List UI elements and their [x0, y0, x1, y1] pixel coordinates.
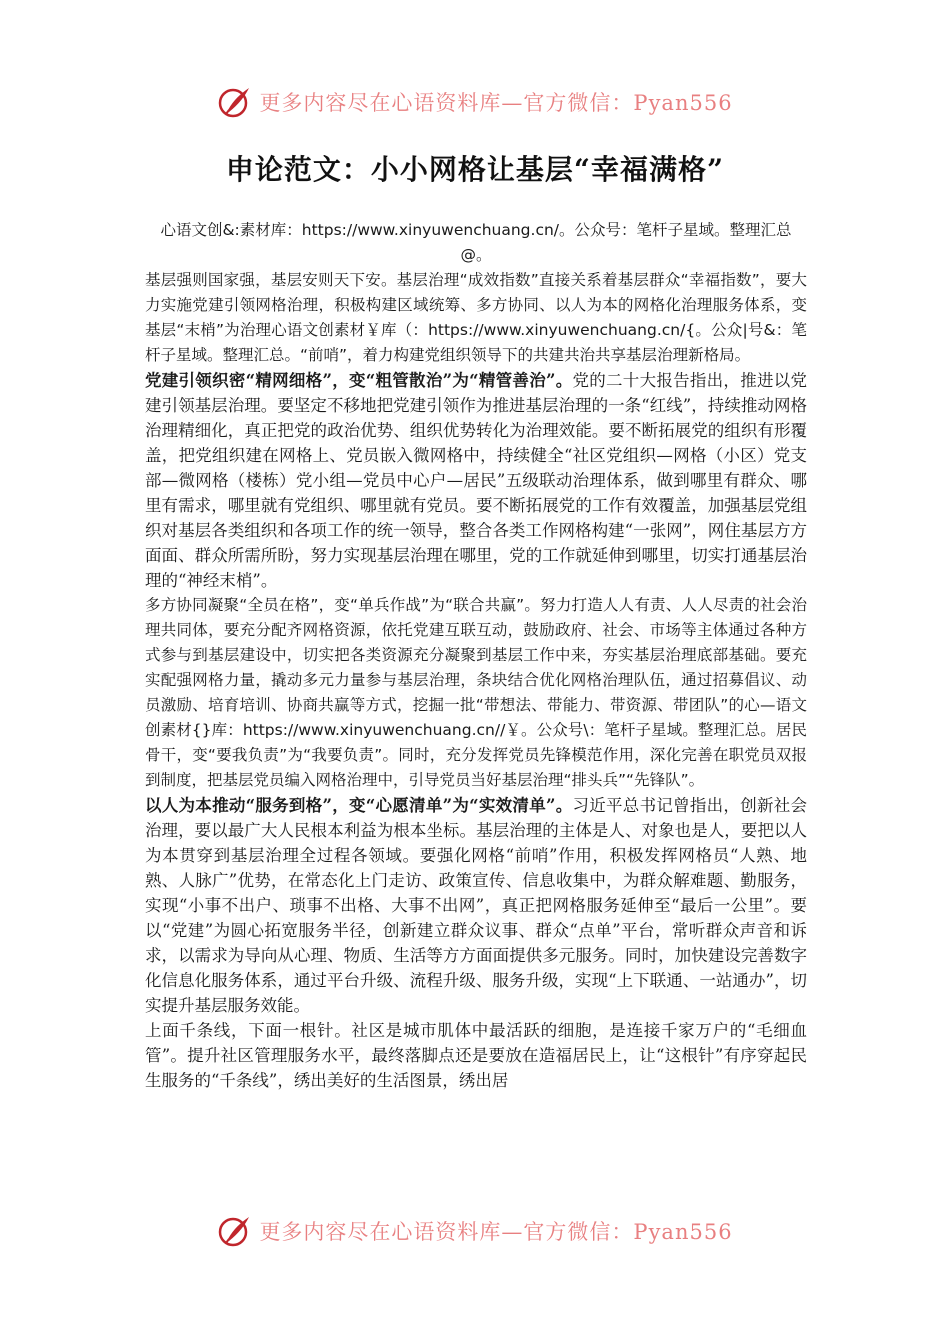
header-banner: [0, 77, 950, 127]
document-body: [145, 218, 807, 1093]
source-line: 心语文创&:素材库：https://www.xinyuwenchuang.cn/。公众号：笔杆子星域。整理汇总@。: [160, 221, 792, 264]
document-title: 申论范文：小小网格让基层“幸福满格”: [225, 153, 725, 186]
quill-pen-logo-icon: [217, 1213, 253, 1249]
footer-banner-text: 更多内容尽在心语资料库—官方微信：Pyan556: [259, 1220, 733, 1244]
paragraph-1: [145, 268, 807, 368]
paragraph-5-body: 上面千条线，下面一根针。社区是城市肌体中最活跃的细胞，是连接千家万户的“毛细血管”。提升社区管理服务水平，最终落脚点还是要放在造福居民上，让“这根针”有序穿起民生服务的“千条线”，绣出美好的生活图景，绣出居: [145, 1021, 807, 1090]
paragraph-4: [145, 793, 807, 1018]
paragraph-1-body: 基层强则国家强，基层安则天下安。基层治理“成效指数”直接关系着基层群众“幸福指数”，要大力实施党建引领网格治理，积极构建区域统筹、多方协同、以人为本的网格化治理服务体系，变基层“末梢”为治理心语文创素材￥库（：https://www.xinyuwenchuang.cn/{。公众|号&：笔杆子星域。整理汇总。“前哨”，着力构建党组织领导下的共建共治共享基层治理新格局。: [145, 271, 807, 364]
paragraph-2: [145, 368, 807, 593]
paragraph-2-lead: 党建引领织密“精网细格”，变“粗管散治”为“精管善治”。: [145, 371, 573, 390]
header-banner-text: 更多内容尽在心语资料库—官方微信：Pyan556: [259, 91, 733, 115]
paragraph-4-lead: 以人为本推动“服务到格”，变“心愿清单”为“实效清单”。: [145, 796, 573, 815]
paragraph-5: [145, 1018, 807, 1093]
paragraph-4-body: 习近平总书记曾指出，创新社会治理，要以最广大人民根本利益为根本坐标。基层治理的主体是人、对象也是人，要把以人为本贯穿到基层治理全过程各领域。要强化网格“前哨”作用，积极发挥网格员“人熟、地熟、人脉广”优势，在常态化上门走访、政策宣传、信息收集中，为群众解难题、勤服务，实现“小事不出户、琐事不出格、大事不出网”，真正把网格服务延伸至“最后一公里”。要以“党建”为圆心拓宽服务半径，创新建立群众议事、群众“点单”平台，常听群众声音和诉求，以需求为导向从心理、物质、生活等方方面面提供多元服务。同时，加快建设完善数字化信息化服务体系，通过平台升级、流程升级、服务升级，实现“上下联通、一站通办”，切实提升基层服务效能。: [145, 796, 808, 1015]
footer-banner: [0, 1206, 950, 1256]
paragraph-3-body: 多方协同凝聚“全员在格”，变“单兵作战”为“联合共赢”。努力打造人人有责、人人尽责的社会治理共同体，要充分配齐网格资源，依托党建互联互动，鼓励政府、社会、市场等主体通过各种方式参与到基层建设中，切实把各类资源充分凝聚到基层工作中来，夯实基层治理底部基础。要充实配强网格力量，撬动多元力量参与基层治理，条块结合优化网格治理队伍，通过招募倡议、动员激励、培育培训、协商共赢等方式，挖掘一批“带想法、带能力、带资源、带团队”的心—语文创素材{}库：https://www.xinyuwenchuang.cn//￥。公众号\：笔杆子星域。整理汇总。居民骨干，变“要我负责”为“我要负责”。同时，充分发挥党员先锋模范作用，深化完善在职党员双报到制度，把基层党员编入网格治理中，引导党员当好基层治理“排头兵”“先锋队”。: [145, 596, 807, 789]
quill-pen-logo-icon: [217, 84, 253, 120]
paragraph-2-body: 党的二十大报告指出，推进以党建引领基层治理。要坚定不移地把党建引领作为推进基层治理的一条“红线”，持续推动网格治理精细化，真正把党的政治优势、组织优势转化为治理效能。要不断拓展党的组织有形覆盖，把党组织建在网格上、党员嵌入微网格中，持续健全“社区党组织—网格（小区）党支部—微网格（楼栋）党小组—党员中心户—居民”五级联动治理体系，做到哪里有群众、哪里有需求，哪里就有党组织、哪里就有党员。要不断拓展党的工作有效覆盖，加强基层党组织对基层各类组织和各项工作的统一领导，整合各类工作网格构建“一张网”，网住基层方方面面、群众所需所盼，努力实现基层治理在哪里，党的工作就延伸到哪里，切实打通基层治理的“神经末梢”。: [145, 371, 808, 590]
paragraph-3: [145, 593, 807, 793]
